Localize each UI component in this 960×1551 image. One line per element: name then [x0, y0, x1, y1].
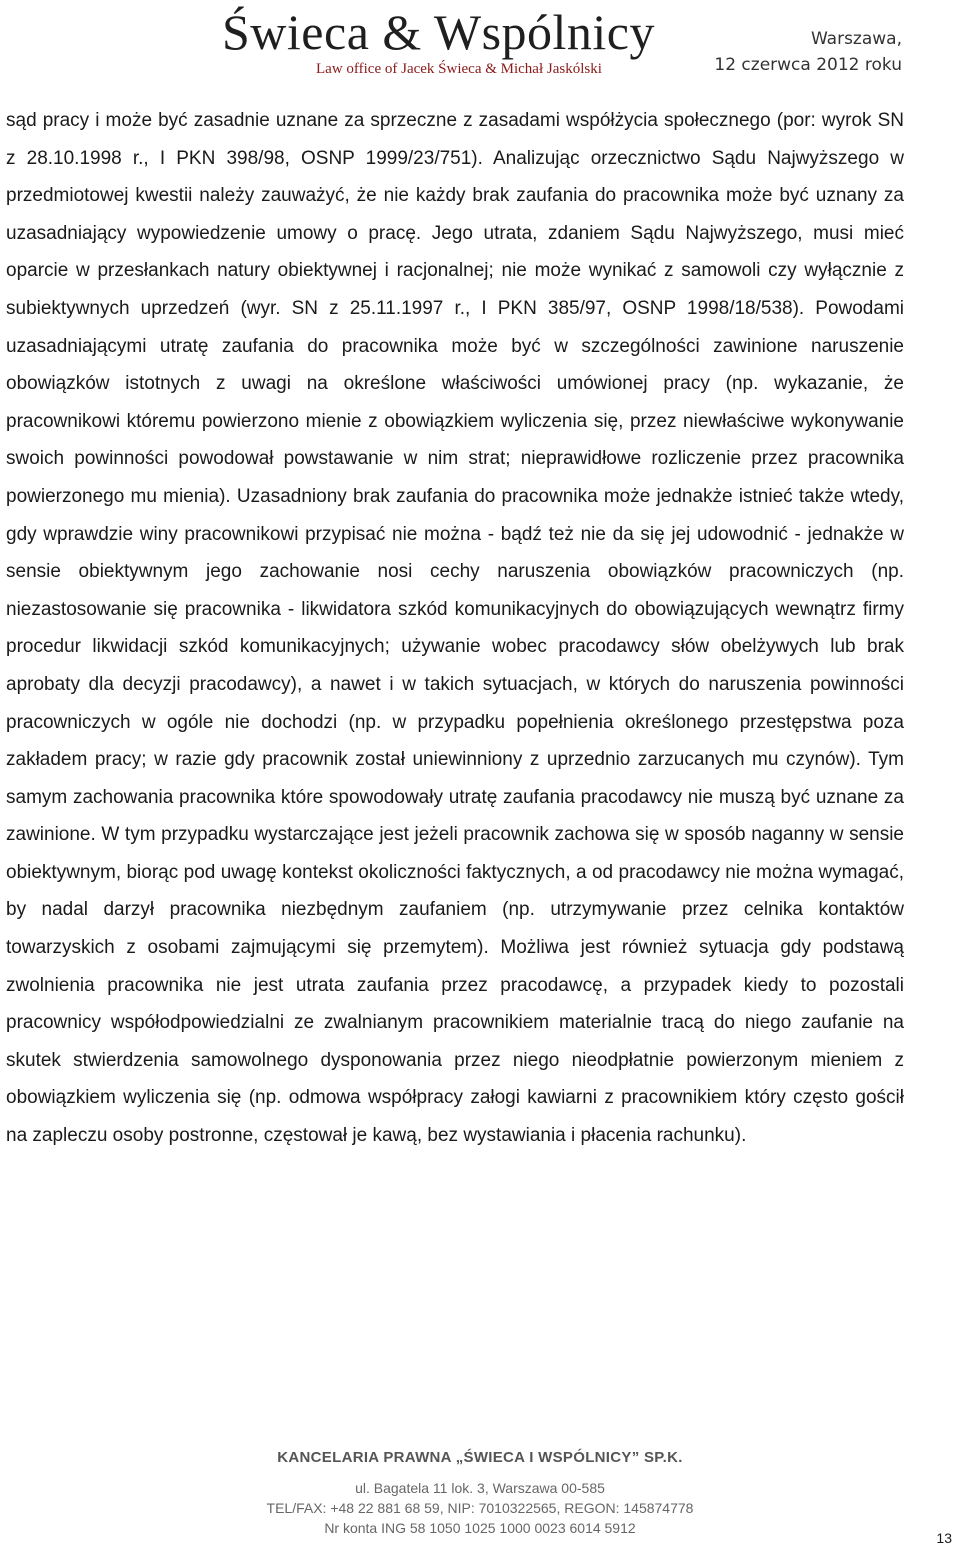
page-header [0, 0, 960, 80]
logo-wordmark: Świeca & Wspólnicy [222, 4, 655, 60]
logo-subtitle: Law office of Jacek Świeca & Michał Jaskólski [316, 61, 602, 77]
footer-address: ul. Bagatela 11 lok. 3, Warszawa 00-585 [355, 1480, 605, 1496]
page-number: 13 [936, 1530, 952, 1546]
footer-bank-account: Nr konta ING 58 1050 1025 1000 0023 6014 5912 [324, 1520, 636, 1536]
body-paragraph: sąd pracy i może być zasadnie uznane za sprzeczne z zasadami współżycia społecznego (por: wyrok SN z 28.10.1998 r., I PKN 398/98, OSNP 1999/23/751). Analizując orzecznictwo Sądu Najwyższego w przedmiotowej kwestii należy zauważyć, że nie każdy brak zaufania do pracownika może być uznany za uzasadniający wypowiedzenie umowy o pracę. Jego utrata, zdaniem Sądu Najwyższego, musi mieć oparcie w przesłankach natury obiektywnej i racjonalnej; nie może wynikać z samowoli czy wyłącznie z subiektywnych uprzedzeń (wyr. SN z 25.11.1997 r., I PKN 385/97, OSNP 1998/18/538). Powodami uzasadniającymi utratę zaufania do pracownika może być w szczególności zawinione naruszenie obowiązków istotnych z uwagi na określone właściwości umówionej pracy (np. wykazanie, że pracownikowi któremu powierzono mienie z obowiązkiem wyliczenia się, przez niewłaściwe wykonywanie swoich powinności powodował powstawanie w nim strat; nieprawidłowe rozliczenie przez pracownika powierzonego mu mienia). Uzasadniony brak zaufania do pracownika może jednakże istnieć także wtedy, gdy wprawdzie winy pracownikowi przypisać nie można - bądź też nie da się jej udowodnić - jednakże w sensie obiektywnym jego zachowanie nosi cechy naruszenia obowiązków pracowniczych (np. niezastosowanie się pracownika - likwidatora szkód komunikacyjnych do obowiązujących wewnątrz firmy procedur likwidacji szkód komunikacyjnych; używanie wobec pracodawcy słów obelżywych lub brak aprobaty dla decyzji pracodawcy), a nawet i w takich sytuacjach, w których do naruszenia powinności pracowniczych w ogóle nie dochodzi (np. w przypadku popełnienia określonego przestępstwa poza zakładem pracy; w razie gdy pracownik został uniewinniony z uprzednio zarzucanych mu czynów). Tym samym zachowania pracownika które spowodowały utratę zaufania pracodawcy nie muszą być uznane za zawinione. W tym przypadku wystarczające jest jeżeli pracownik zachowa się w sposób naganny w sensie obiektywnym, biorąc pod uwagę kontekst okoliczności faktycznych, a od pracodawcy nie można wymagać, by nadal darzył pracownika niezbędnym zaufaniem (np. utrzymywanie przez celnika kontaktów towarzyskich z osobami zajmującymi się przemytem). Możliwa jest również sytuacja gdy podstawą zwolnienia pracownika nie jest utrata zaufania przez pracodawcę, a przypadek kiedy to pozostali pracownicy współodpowiedzialni ze zwalnianym pracownikiem materialnie tracą do niego zaufanie na skutek stwierdzenia samowolnego dysponowania przez niego nieodpłatnie powierzonym mieniem z obowiązkiem wyliczenia się (np. odmowa współpracy załogi kawiarni z pracownikiem który często gościł na zapleczu osoby postronne, częstował je kawą, bez wystawiania i płacenia rachunku). [6, 110, 904, 1147]
document-body [6, 102, 904, 1155]
footer-company-name: KANCELARIA PRAWNA „ŚWIECA I WSPÓLNICY” SP.K. [277, 1449, 683, 1466]
date: 12 czerwca 2012 roku [714, 55, 902, 75]
page-footer [0, 1444, 960, 1538]
footer-contact: TEL/FAX: +48 22 881 68 59, NIP: 7010322565, REGON: 145874778 [266, 1500, 694, 1516]
firm-logo [222, 4, 702, 78]
place-and-date [714, 26, 902, 78]
place: Warszawa, [810, 29, 902, 49]
